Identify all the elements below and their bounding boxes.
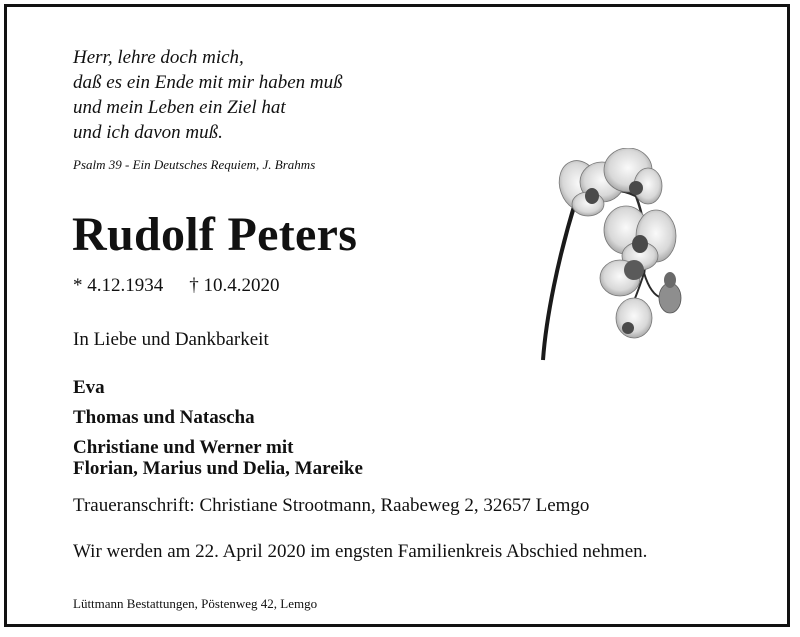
verse-line: daß es ein Ende mit mir haben muß bbox=[73, 72, 343, 93]
mourning-address: Traueranschrift: Christiane Strootmann, Raabeweg 2, 32657 Lemgo bbox=[73, 495, 590, 516]
life-dates bbox=[73, 275, 280, 297]
verse-source: Psalm 39 - Ein Deutsches Requiem, J. Brahms bbox=[73, 157, 316, 172]
death-date: 10.4.2020 bbox=[203, 275, 280, 296]
dedication: In Liebe und Dankbarkeit bbox=[73, 329, 269, 350]
birth-symbol: * bbox=[73, 275, 83, 296]
verse-line: und mein Leben ein Ziel hat bbox=[73, 97, 286, 118]
farewell-notice: Wir werden am 22. April 2020 im engsten Familienkreis Abschied nehmen. bbox=[73, 541, 648, 562]
undertaker: Lüttmann Bestattungen, Pöstenweg 42, Lemgo bbox=[73, 596, 318, 611]
verse bbox=[73, 45, 343, 145]
family-member: Eva bbox=[73, 377, 105, 398]
deceased-name: Rudolf Peters bbox=[72, 208, 358, 261]
family-member: Thomas und Natascha bbox=[73, 407, 255, 428]
verse-line: und ich davon muß. bbox=[73, 122, 223, 143]
family-member: Christiane und Werner mit bbox=[73, 437, 294, 458]
family-member: Florian, Marius und Delia, Mareike bbox=[73, 458, 363, 479]
death-symbol: † bbox=[189, 275, 199, 296]
orchid-icon bbox=[536, 148, 696, 363]
birth-date: 4.12.1934 bbox=[87, 275, 164, 296]
verse-line: Herr, lehre doch mich, bbox=[73, 47, 244, 68]
